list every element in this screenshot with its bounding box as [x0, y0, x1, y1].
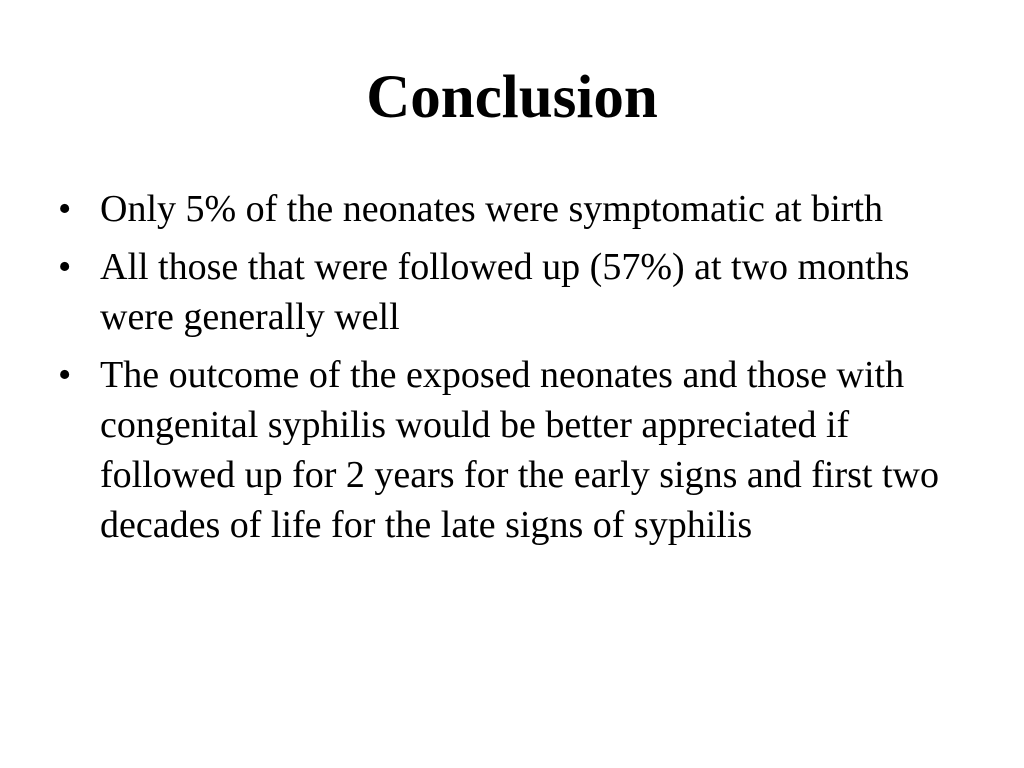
- bullet-text: The outcome of the exposed neonates and those with congenital syphilis would be better appreciated if followed up for 2 years for the early signs and first two decades of life for the late signs of syphilis: [100, 354, 939, 546]
- bullet-icon: •: [58, 246, 72, 288]
- bullet-icon: •: [58, 188, 72, 230]
- bullet-text: All those that were followed up (57%) at two months were generally well: [100, 246, 910, 338]
- bullet-text: Only 5% of the neonates were symptomatic at birth: [100, 188, 884, 230]
- bullet-item-1: [58, 184, 958, 234]
- slide-title: Conclusion: [366, 64, 658, 131]
- bullet-icon: •: [58, 354, 72, 396]
- bullet-item-3: [58, 350, 958, 550]
- bullet-item-2: [58, 242, 958, 342]
- bullet-list: [58, 184, 958, 558]
